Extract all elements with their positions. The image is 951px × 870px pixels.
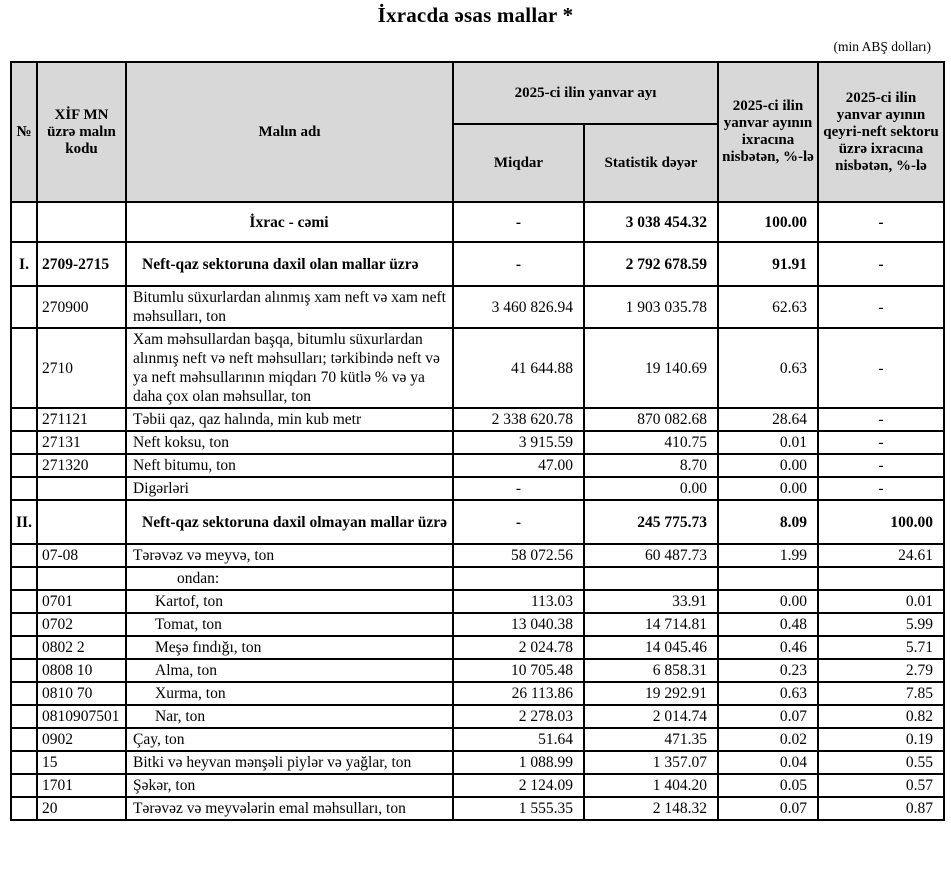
commodity-code-cell: 0808 10 [37,659,126,682]
row-number-cell [11,797,37,820]
pct-nonoil-cell: - [818,328,944,408]
pct-exports-cell: 0.23 [718,659,818,682]
quantity-cell: 2 338 620.78 [453,408,584,431]
commodity-code-cell [37,202,126,242]
pct-exports-cell: 8.09 [718,500,818,544]
table-row [11,408,944,431]
quantity-cell: 41 644.88 [453,328,584,408]
quantity-cell: 2 278.03 [453,705,584,728]
commodity-code-cell: 2709-2715 [37,242,126,286]
commodity-name-cell: Təbii qaz, qaz halında, min kub metr [126,408,453,431]
table-row [11,544,944,567]
stat-value-cell: 0.00 [584,477,718,500]
pct-nonoil-cell: 0.57 [818,774,944,797]
table-header [11,62,944,202]
quantity-cell: 1 555.35 [453,797,584,820]
commodity-code-cell: 07-08 [37,544,126,567]
commodity-code-cell: 0810907501 [37,705,126,728]
pct-exports-cell: 0.00 [718,454,818,477]
pct-nonoil-cell: - [818,242,944,286]
commodity-code-cell: 20 [37,797,126,820]
commodity-name-cell: Çay, ton [126,728,453,751]
header-quantity: Miqdar [453,124,584,202]
quantity-cell: - [453,477,584,500]
row-number-cell [11,751,37,774]
stat-value-cell: 19 292.91 [584,682,718,705]
stat-value-cell: 2 014.74 [584,705,718,728]
pct-exports-cell: 0.04 [718,751,818,774]
pct-exports-cell [718,567,818,590]
row-number-cell [11,454,37,477]
stat-value-cell: 1 357.07 [584,751,718,774]
table-row [11,590,944,613]
quantity-cell: 10 705.48 [453,659,584,682]
commodity-name-cell: Şəkər, ton [126,774,453,797]
commodity-name-cell: Neft bitumu, ton [126,454,453,477]
stat-value-cell: 2 148.32 [584,797,718,820]
pct-nonoil-cell: 5.99 [818,613,944,636]
row-number-cell: II. [11,500,37,544]
pct-exports-cell: 0.05 [718,774,818,797]
stat-value-cell [584,567,718,590]
pct-nonoil-cell: 24.61 [818,544,944,567]
pct-nonoil-cell: 0.01 [818,590,944,613]
table-row [11,728,944,751]
commodity-name-cell: Meşə fındığı, ton [126,636,453,659]
table-row [11,242,944,286]
stat-value-cell: 33.91 [584,590,718,613]
quantity-cell: 2 024.78 [453,636,584,659]
commodity-name-cell: Tərəvəz və meyvə, ton [126,544,453,567]
pct-exports-cell: 1.99 [718,544,818,567]
pct-exports-cell: 0.00 [718,590,818,613]
stat-value-cell: 471.35 [584,728,718,751]
table-row [11,500,944,544]
table-row [11,797,944,820]
commodity-name-cell: Xurma, ton [126,682,453,705]
row-number-cell [11,567,37,590]
commodity-code-cell: 0802 2 [37,636,126,659]
commodity-code-cell [37,567,126,590]
stat-value-cell: 14 714.81 [584,613,718,636]
pct-exports-cell: 0.07 [718,705,818,728]
unit-note: (min ABŞ dolları) [833,39,931,54]
commodity-name-cell: Neft-qaz sektoruna daxil olan mallar üzrə [126,242,453,286]
commodity-name-cell: Nar, ton [126,705,453,728]
pct-nonoil-cell: - [818,454,944,477]
header-pct-nonoil: 2025-ci ilin yanvar ayının qeyri-neft sektoru üzrə ixracına nisbətən, %-lə [818,62,944,202]
table-row [11,659,944,682]
pct-nonoil-cell: 0.82 [818,705,944,728]
pct-nonoil-cell: 0.55 [818,751,944,774]
stat-value-cell: 14 045.46 [584,636,718,659]
row-number-cell [11,613,37,636]
pct-nonoil-cell: 100.00 [818,500,944,544]
quantity-cell: - [453,242,584,286]
quantity-cell: 51.64 [453,728,584,751]
commodity-code-cell: 271320 [37,454,126,477]
stat-value-cell: 2 792 678.59 [584,242,718,286]
commodity-name-cell: Kartof, ton [126,590,453,613]
pct-nonoil-cell: 0.19 [818,728,944,751]
pct-nonoil-cell [818,567,944,590]
stat-value-cell: 410.75 [584,431,718,454]
commodity-code-cell: 0701 [37,590,126,613]
table-row [11,682,944,705]
table-row [11,431,944,454]
commodity-code-cell: 0902 [37,728,126,751]
header-period-group: 2025-ci ilin yanvar ayı [453,62,718,124]
commodity-code-cell: 271121 [37,408,126,431]
row-number-cell [11,544,37,567]
commodity-name-cell: Bitumlu süxurlardan alınmış xam neft və xam neft məhsulları, ton [126,286,453,328]
stat-value-cell: 1 903 035.78 [584,286,718,328]
header-pct-exports: 2025-ci ilin yanvar ayının ixracına nisbətən, %-lə [718,62,818,202]
table-row [11,567,944,590]
row-number-cell [11,328,37,408]
pct-exports-cell: 0.63 [718,328,818,408]
header-no: № [11,62,37,202]
quantity-cell: 1 088.99 [453,751,584,774]
commodity-name-cell: İxrac - cəmi [126,202,453,242]
table-row [11,705,944,728]
pct-nonoil-cell: 5.71 [818,636,944,659]
row-number-cell [11,590,37,613]
stat-value-cell: 60 487.73 [584,544,718,567]
pct-exports-cell: 0.48 [718,613,818,636]
quantity-cell: - [453,500,584,544]
commodity-name-cell: Bitki və heyvan mənşəli piylər və yağlar, ton [126,751,453,774]
table-row [11,613,944,636]
row-number-cell [11,682,37,705]
pct-exports-cell: 28.64 [718,408,818,431]
stat-value-cell: 870 082.68 [584,408,718,431]
pct-exports-cell: 100.00 [718,202,818,242]
commodity-code-cell: 27131 [37,431,126,454]
stat-value-cell: 245 775.73 [584,500,718,544]
table-row [11,751,944,774]
table-row [11,477,944,500]
quantity-cell: - [453,202,584,242]
commodity-code-cell: 2710 [37,328,126,408]
pct-exports-cell: 91.91 [718,242,818,286]
table-row [11,454,944,477]
row-number-cell [11,408,37,431]
commodity-name-cell: Neft koksu, ton [126,431,453,454]
page-title: İxracda əsas mallar * [377,3,574,27]
header-row-top [11,62,944,124]
commodity-name-cell: ondan: [126,567,453,590]
pct-nonoil-cell: - [818,202,944,242]
quantity-cell: 113.03 [453,590,584,613]
row-number-cell [11,705,37,728]
pct-exports-cell: 0.00 [718,477,818,500]
commodity-code-cell: 270900 [37,286,126,328]
pct-exports-cell: 0.07 [718,797,818,820]
table-row [11,774,944,797]
quantity-cell [453,567,584,590]
row-number-cell [11,636,37,659]
quantity-cell: 3 915.59 [453,431,584,454]
commodity-code-cell [37,477,126,500]
row-number-cell [11,774,37,797]
pct-exports-cell: 0.02 [718,728,818,751]
pct-exports-cell: 0.46 [718,636,818,659]
pct-nonoil-cell: - [818,286,944,328]
commodity-name-cell: Digərləri [126,477,453,500]
row-number-cell [11,477,37,500]
pct-nonoil-cell: - [818,408,944,431]
row-number-cell [11,431,37,454]
pct-exports-cell: 0.63 [718,682,818,705]
pct-nonoil-cell: 0.87 [818,797,944,820]
quantity-cell: 58 072.56 [453,544,584,567]
quantity-cell: 3 460 826.94 [453,286,584,328]
row-number-cell: I. [11,242,37,286]
row-number-cell [11,202,37,242]
stat-value-cell: 8.70 [584,454,718,477]
commodity-name-cell: Tərəvəz və meyvələrin emal məhsulları, ton [126,797,453,820]
commodity-code-cell: 1701 [37,774,126,797]
header-name: Malın adı [126,62,453,202]
commodity-name-cell: Xam məhsullardan başqa, bitumlu süxurlardan alınmış neft və neft məhsulları; tərkibində neft və ya neft məhsullarının miqdarı 70 kütlə % və ya daha çox olan məhsullar, ton [126,328,453,408]
stat-value-cell: 3 038 454.32 [584,202,718,242]
commodity-name-cell: Tomat, ton [126,613,453,636]
commodity-code-cell: 0810 70 [37,682,126,705]
quantity-cell: 26 113.86 [453,682,584,705]
pct-nonoil-cell: 2.79 [818,659,944,682]
stat-value-cell: 1 404.20 [584,774,718,797]
table-row [11,286,944,328]
stat-value-cell: 6 858.31 [584,659,718,682]
row-number-cell [11,659,37,682]
table-body [11,202,944,820]
table-row [11,636,944,659]
commodity-code-cell [37,500,126,544]
row-number-cell [11,728,37,751]
commodity-code-cell: 0702 [37,613,126,636]
pct-nonoil-cell: 7.85 [818,682,944,705]
exports-table [10,61,945,821]
header-stat-value: Statistik dəyər [584,124,718,202]
quantity-cell: 47.00 [453,454,584,477]
table-row [11,328,944,408]
quantity-cell: 2 124.09 [453,774,584,797]
pct-nonoil-cell: - [818,477,944,500]
header-code: XİF MN üzrə malın kodu [37,62,126,202]
commodity-code-cell: 15 [37,751,126,774]
pct-nonoil-cell: - [818,431,944,454]
row-number-cell [11,286,37,328]
stat-value-cell: 19 140.69 [584,328,718,408]
quantity-cell: 13 040.38 [453,613,584,636]
commodity-name-cell: Neft-qaz sektoruna daxil olmayan mallar üzrə [126,500,453,544]
commodity-name-cell: Alma, ton [126,659,453,682]
pct-exports-cell: 62.63 [718,286,818,328]
pct-exports-cell: 0.01 [718,431,818,454]
table-row [11,202,944,242]
